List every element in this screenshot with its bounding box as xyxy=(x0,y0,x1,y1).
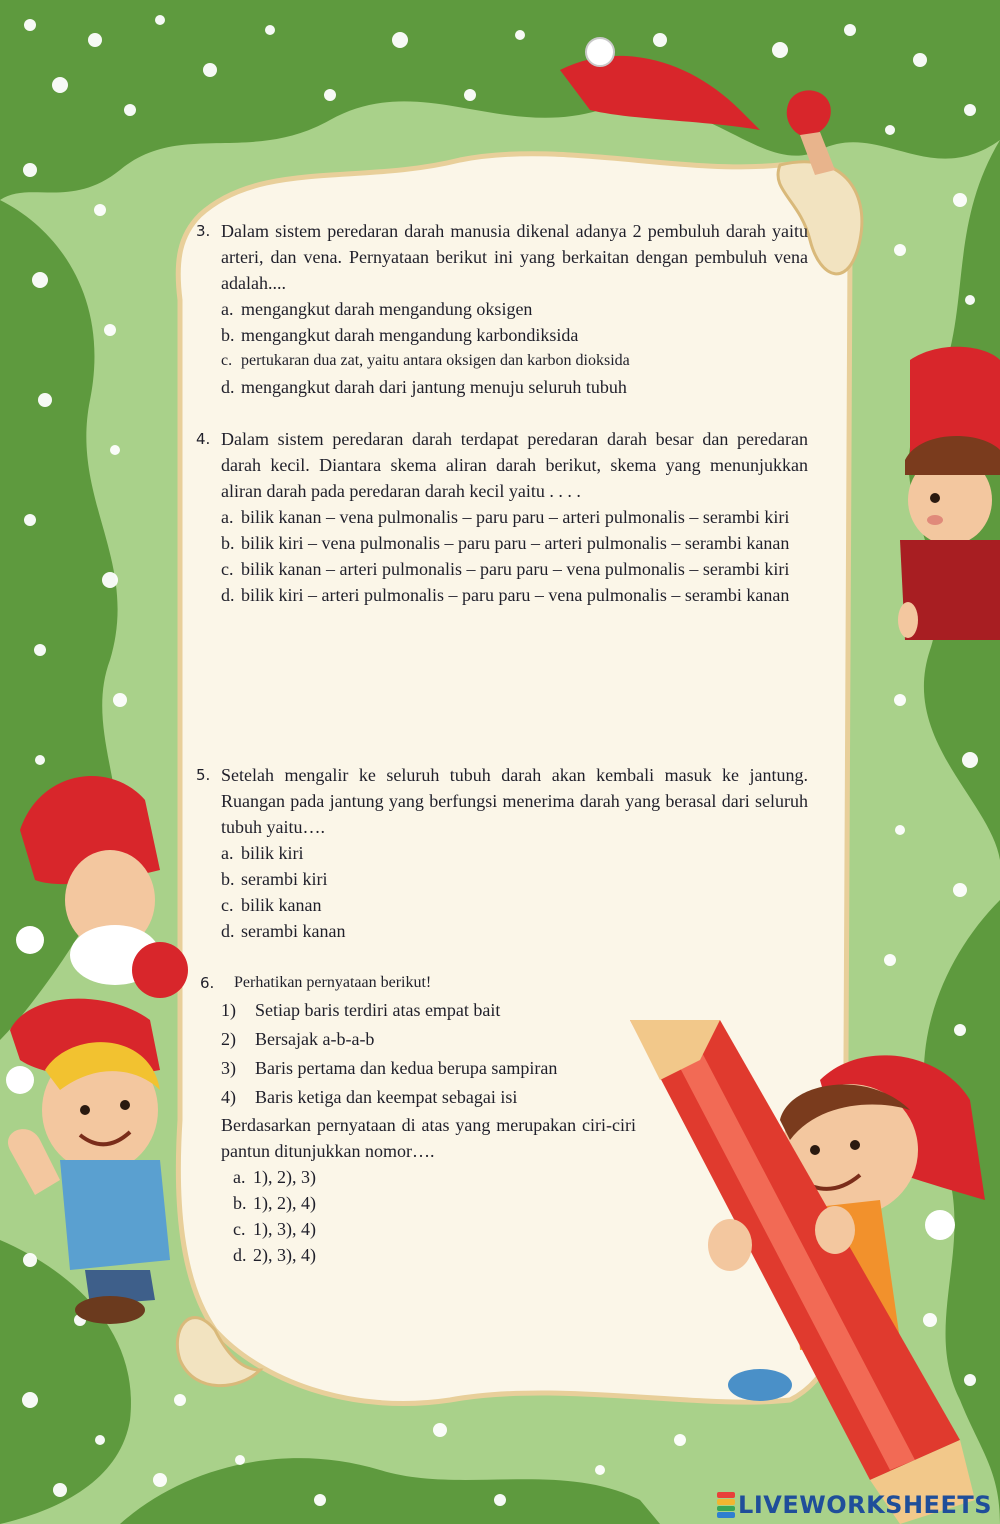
answer-option-a[interactable]: a. 1), 2), 3) xyxy=(233,1167,316,1187)
statement-item: 3) Baris pertama dan kedua berupa sampiran xyxy=(221,1058,558,1078)
answer-option-d[interactable]: d. 2), 3), 4) xyxy=(233,1245,316,1265)
answer-option-d[interactable]: d. mengangkut darah dari jantung menuju seluruh tubuh xyxy=(221,377,627,397)
statement-item: 2) Bersajak a-b-a-b xyxy=(221,1029,375,1049)
question-number: 3. xyxy=(196,222,211,240)
answer-option-b[interactable]: b. 1), 2), 4) xyxy=(233,1193,316,1213)
answer-option-d[interactable]: d. bilik kiri – arteri pulmonalis – paru paru – vena pulmonalis – serambi kanan xyxy=(221,585,790,605)
question-text: Dalam sistem peredaran darah manusia dikenal adanya 2 pembuluh darah yaitu arteri, dan vena. Pernyataan berikut ini yang berkaitan dengan pembuluh vena adalah.... xyxy=(221,221,808,293)
question-3 xyxy=(196,218,808,400)
liveworksheets-logo[interactable] xyxy=(717,1490,992,1520)
statement-item: 1) Setiap baris terdiri atas empat bait xyxy=(221,1000,501,1020)
question-number: 4. xyxy=(196,430,211,448)
answer-option-a[interactable]: a. bilik kiri xyxy=(221,843,304,863)
answer-option-c[interactable]: c. bilik kanan – arteri pulmonalis – paru paru – vena pulmonalis – serambi kiri xyxy=(221,559,790,579)
answer-option-b[interactable]: b. serambi kiri xyxy=(221,869,328,889)
right-girl-character xyxy=(898,347,1000,640)
question-text: Setelah mengalir ke seluruh tubuh darah akan kembali masuk ke jantung. Ruangan pada jantung yang berfungsi menerima darah yang berasal dari seluruh tubuh yaitu…. xyxy=(221,765,808,837)
answer-option-b[interactable]: b. bilik kiri – vena pulmonalis – paru paru – arteri pulmonalis – serambi kanan xyxy=(221,533,790,553)
answer-option-a[interactable]: a. bilik kanan – vena pulmonalis – paru paru – arteri pulmonalis – serambi kiri xyxy=(221,507,790,527)
answer-option-c[interactable]: c. pertukaran dua zat, yaitu antara oksigen dan karbon dioksida xyxy=(221,352,630,369)
question-5 xyxy=(196,762,808,944)
question-intro: Perhatikan pernyataan berikut! xyxy=(234,974,432,991)
question-text: Dalam sistem peredaran darah terdapat peredaran darah besar dan peredaran darah kecil. Diantara skema aliran darah berikut, skema yang menunjukkan aliran darah pada peredaran darah kecil yaitu . . . . xyxy=(221,429,808,501)
liveworksheets-logo-icon xyxy=(717,1492,735,1518)
answer-option-d[interactable]: d. serambi kanan xyxy=(221,921,346,941)
question-number: 6. xyxy=(200,974,215,992)
answer-option-c[interactable]: c. bilik kanan xyxy=(221,895,322,915)
question-number: 5. xyxy=(196,766,211,784)
question-4 xyxy=(196,426,808,608)
statement-list xyxy=(196,996,636,1112)
statement-item: 4) Baris ketiga dan keempat sebagai isi xyxy=(221,1087,518,1107)
question-text: Berdasarkan pernyataan di atas yang merupakan ciri-ciri pantun ditunjukkan nomor…. xyxy=(221,1115,636,1161)
answer-option-a[interactable]: a. mengangkut darah mengandung oksigen xyxy=(221,299,533,319)
answer-option-b[interactable]: b. mengangkut darah mengandung karbondiksida xyxy=(221,325,579,345)
brand-name: LIVEWORKSHEETS xyxy=(738,1491,992,1519)
answer-option-c[interactable]: c. 1), 3), 4) xyxy=(233,1219,316,1239)
question-6 xyxy=(196,970,636,1268)
